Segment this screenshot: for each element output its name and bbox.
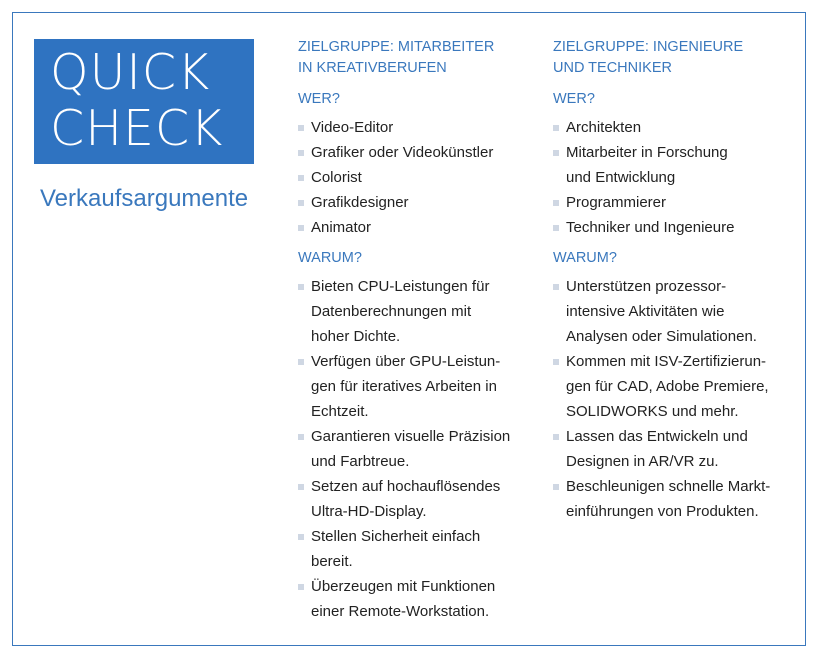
group-title bbox=[298, 37, 533, 79]
line: Techniker und Ingenieure bbox=[566, 219, 735, 236]
list-item bbox=[298, 274, 533, 349]
line: bereit. bbox=[311, 553, 353, 570]
line: Unterstützen prozessor- bbox=[566, 278, 727, 295]
line: Lassen das Entwickeln und bbox=[566, 428, 748, 445]
line: Kommen mit ISV-Zertifizierun- bbox=[566, 353, 767, 370]
line: Verfügen über GPU-Leistun- bbox=[311, 353, 501, 370]
line: Stellen Sicherheit einfach bbox=[311, 528, 481, 545]
line: SOLIDWORKS und mehr. bbox=[566, 403, 739, 420]
line: und Farbtreue. bbox=[311, 453, 410, 470]
list-item: Video-Editor bbox=[298, 115, 533, 140]
list-item: Colorist bbox=[298, 165, 533, 190]
who-list bbox=[298, 115, 533, 240]
line: und Entwicklung bbox=[566, 169, 676, 186]
group-title-line: IN KREATIVBERUFEN bbox=[298, 60, 447, 76]
logo-quick: QUICK bbox=[50, 44, 211, 101]
list-item bbox=[298, 524, 533, 574]
group-title-line: ZIELGRUPPE: INGENIEURE bbox=[553, 39, 744, 55]
group-title-line: ZIELGRUPPE: MITARBEITER bbox=[298, 39, 495, 55]
list-item bbox=[298, 474, 533, 524]
list-item bbox=[553, 190, 788, 215]
line: einführungen von Produkten. bbox=[566, 503, 759, 520]
logo-check: CHECK bbox=[50, 100, 224, 157]
who-list bbox=[553, 115, 788, 240]
list-item bbox=[298, 349, 533, 424]
line: Überzeugen mit Funktionen bbox=[311, 578, 496, 595]
list-item bbox=[298, 424, 533, 474]
list-item: Grafikdesigner bbox=[298, 190, 533, 215]
list-item bbox=[553, 349, 788, 424]
line: intensive Aktivitäten wie bbox=[566, 303, 725, 320]
list-item bbox=[553, 115, 788, 140]
why-heading: WARUM? bbox=[553, 250, 617, 266]
list-item bbox=[553, 140, 788, 190]
line: gen für CAD, Adobe Premiere, bbox=[566, 378, 769, 395]
list-item bbox=[553, 274, 788, 349]
line: einer Remote-Workstation. bbox=[311, 603, 490, 620]
why-heading: WARUM? bbox=[298, 250, 362, 266]
line: Analysen oder Simulationen. bbox=[566, 328, 757, 345]
who-heading: WER? bbox=[553, 91, 595, 107]
why-list bbox=[553, 274, 788, 524]
line: Beschleunigen schnelle Markt- bbox=[566, 478, 771, 495]
list-item bbox=[553, 215, 788, 240]
group-title-line: UND TECHNIKER bbox=[553, 60, 672, 76]
line: Setzen auf hochauflösendes bbox=[311, 478, 501, 495]
who-heading: WER? bbox=[298, 91, 340, 107]
why-list bbox=[298, 274, 533, 624]
list-item: Animator bbox=[298, 215, 533, 240]
page-subtitle: Verkaufsargumente bbox=[40, 185, 249, 212]
list-item bbox=[553, 424, 788, 474]
column-creative bbox=[298, 37, 533, 624]
line: Architekten bbox=[566, 119, 642, 136]
column-engineers bbox=[553, 37, 788, 524]
line: gen für iteratives Arbeiten in bbox=[311, 378, 497, 395]
line: Mitarbeiter in Forschung bbox=[566, 144, 728, 161]
line: Bieten CPU-Leistungen für bbox=[311, 278, 490, 295]
line: Ultra-HD-Display. bbox=[311, 503, 427, 520]
quick-check-logo bbox=[34, 39, 254, 164]
line: Echtzeit. bbox=[311, 403, 369, 420]
group-title bbox=[553, 37, 788, 79]
list-item: Grafiker oder Videokünstler bbox=[298, 140, 533, 165]
line: Designen in AR/VR zu. bbox=[566, 453, 719, 470]
line: Garantieren visuelle Präzision bbox=[311, 428, 511, 445]
list-item bbox=[298, 574, 533, 624]
line: Datenberechnungen mit bbox=[311, 303, 472, 320]
list-item bbox=[553, 474, 788, 524]
line: hoher Dichte. bbox=[311, 328, 401, 345]
line: Programmierer bbox=[566, 194, 667, 211]
